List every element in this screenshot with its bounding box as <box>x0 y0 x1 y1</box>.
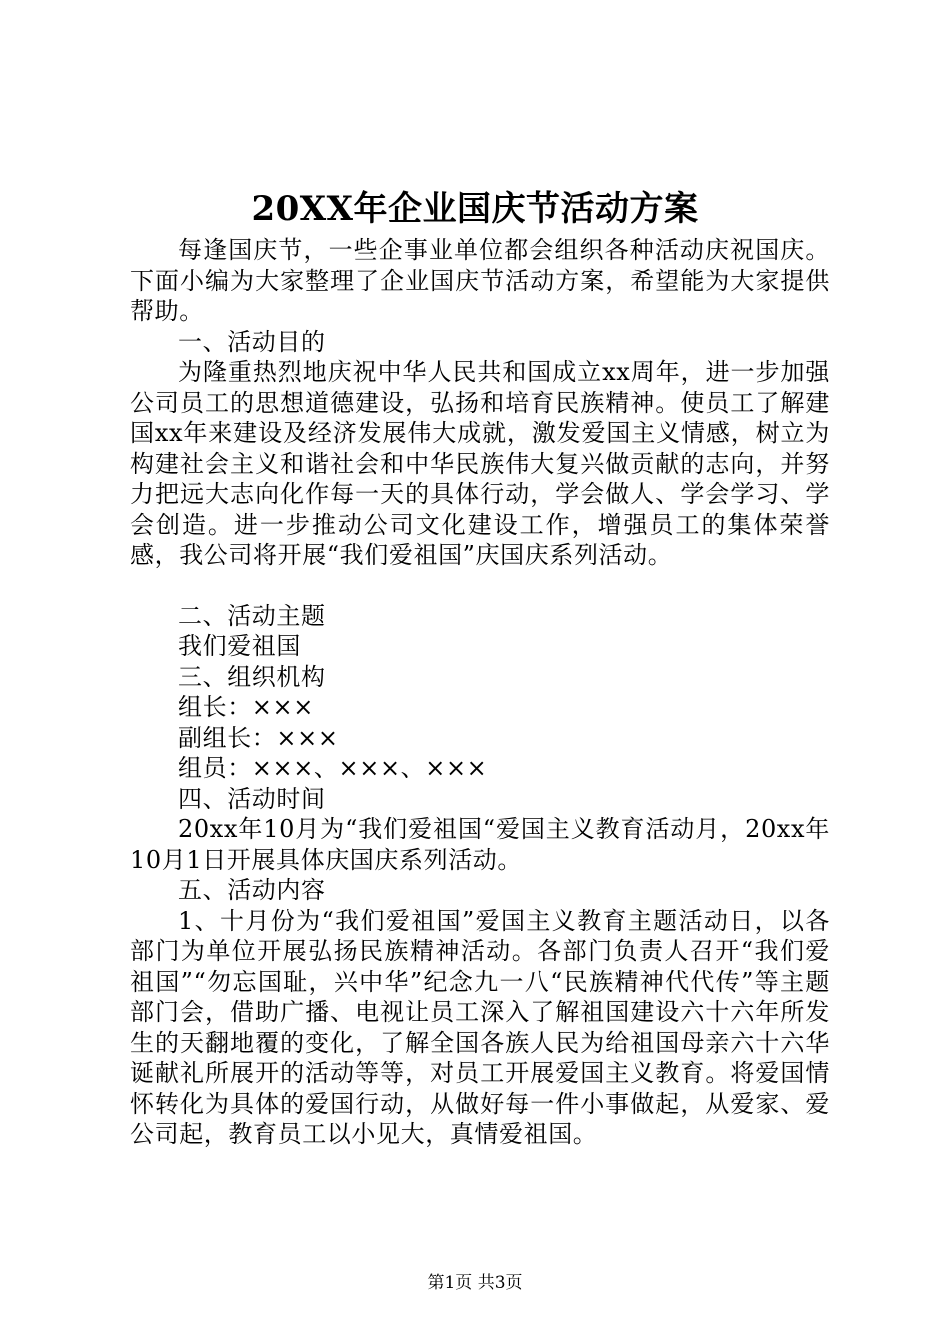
section-heading-time: 四、活动时间 <box>178 784 326 813</box>
content-paragraph: 1、十月份为“我们爱祖国”爱国主义教育主题活动日，以各部门为单位开展弘扬民族精神活动。各部门负责人召开“我们爱祖国”“勿忘国耻，兴中华”纪念九一八“民族精神代代传”等主题部门会，借助广播、电视让员工深入了解祖国建设六十六年所发生的天翻地覆的变化，了解全国各族人民为给祖国母亲六十六华诞献礼所展开的活动等等，对员工开展爱国主义教育。将爱国情怀转化为具体的爱国行动，从做好每一件小事做起，从爱家、爱公司起，教育员工以小见大，真情爱祖国。 <box>130 906 830 1148</box>
time-paragraph: 20xx年10月为“我们爱祖国“爱国主义教育活动月，20xx年10月1日开展具体庆国庆系列活动。 <box>130 815 830 874</box>
section-heading-theme: 二、活动主题 <box>178 601 326 630</box>
leader-line: 组长：××× <box>178 693 314 721</box>
purpose-paragraph: 为隆重热烈地庆祝中华人民共和国成立xx周年，进一步加强公司员工的思想道德建设，弘扬和培育民族精神。使员工了解建国xx年来建设及经济发展伟大成就，激发爱国主义情感，树立为构建社会主义和谐社会和中华民族伟大复兴做贡献的志向，并努力把远大志向化作每一天的具体行动，学会做人、学会学习、学会创造。进一步推动公司文化建设工作，增强员工的集体荣誉感，我公司将开展“我们爱祖国”庆国庆系列活动。 <box>130 358 830 569</box>
section-heading-content: 五、活动内容 <box>178 876 326 904</box>
page-indicator: 第1页 共3页 <box>427 1273 523 1293</box>
members-line: 组员：×××、×××、××× <box>178 754 488 782</box>
theme-paragraph: 我们爱祖国 <box>178 632 301 660</box>
intro-paragraph: 每逢国庆节，一些企事业单位都会组织各种活动庆祝国庆。下面小编为大家整理了企业国庆节活动方案，希望能为大家提供帮助。 <box>130 236 830 325</box>
deputy-leader-line: 副组长：××× <box>178 723 339 752</box>
section-heading-purpose: 一、活动目的 <box>178 327 326 356</box>
document-body <box>130 235 830 1150</box>
document-title: 20XX年企业国庆节活动方案 <box>251 189 699 229</box>
section-heading-organization: 三、组织机构 <box>178 662 326 691</box>
